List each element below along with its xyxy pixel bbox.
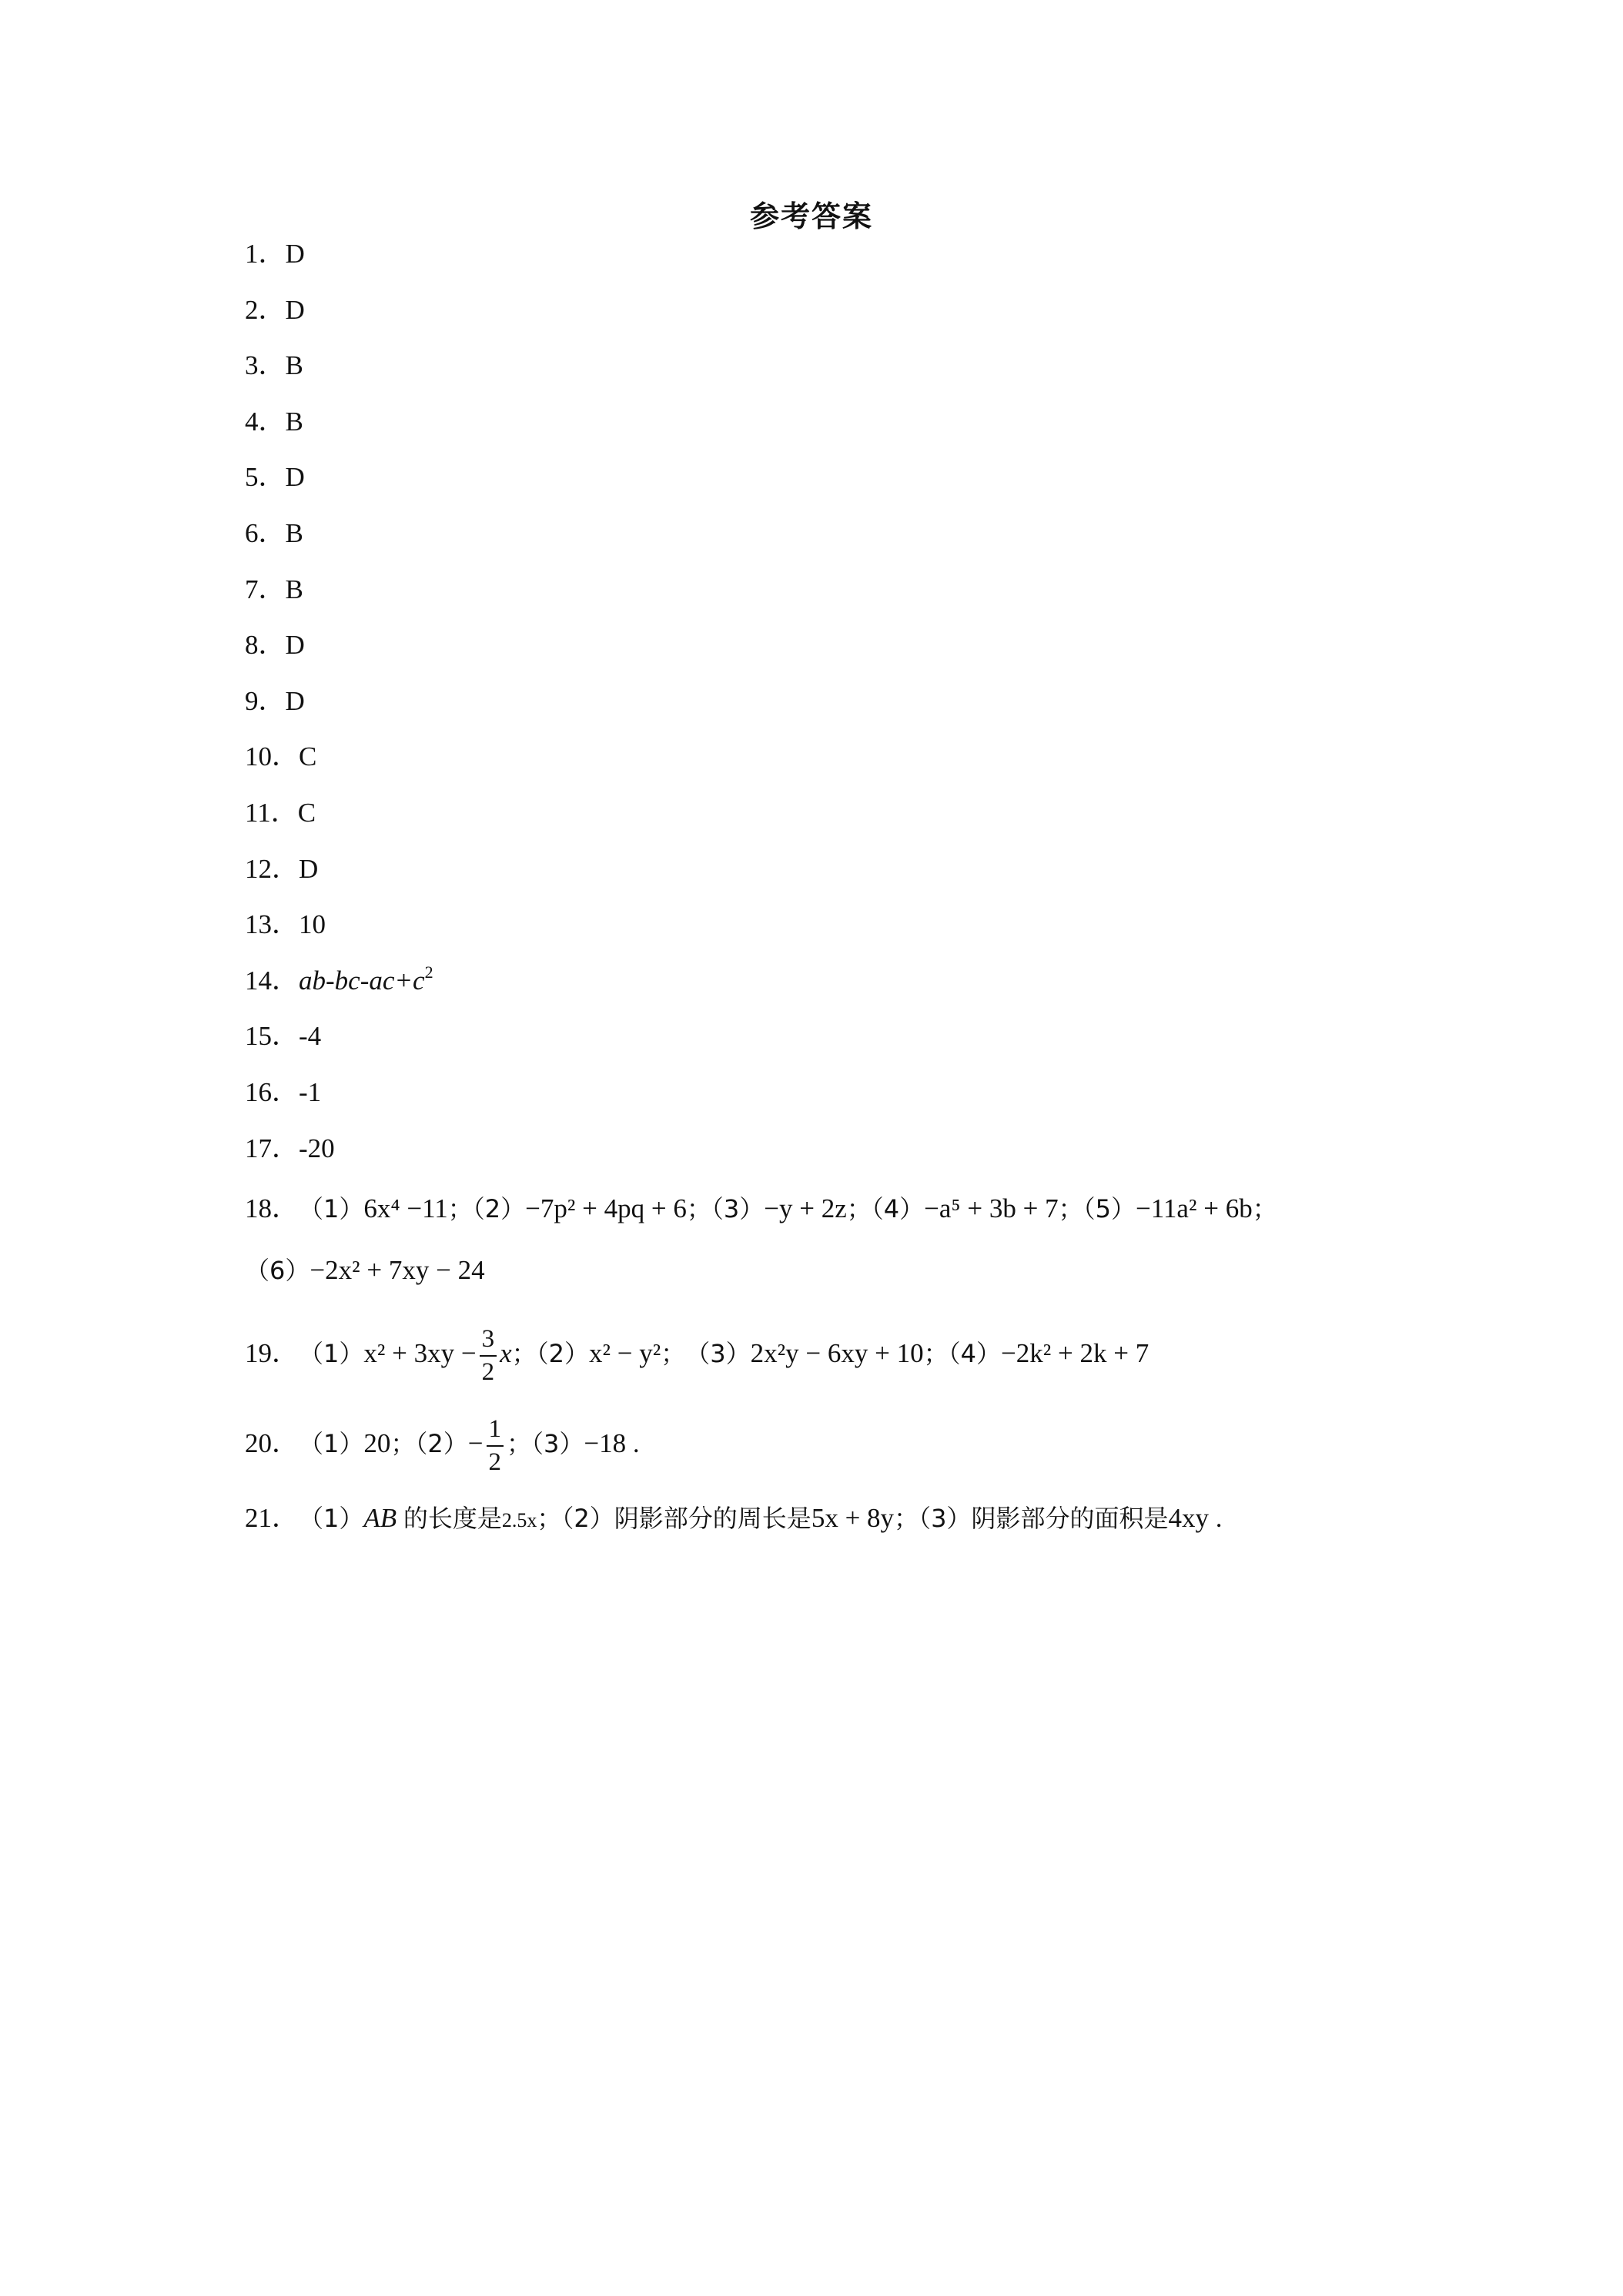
answer-1	[245, 237, 305, 271]
answer-value: D	[285, 630, 305, 660]
answer-9	[245, 684, 305, 718]
answer-21	[245, 1501, 1222, 1538]
answer-15	[245, 1019, 321, 1053]
fraction-denominator: 2	[481, 1357, 495, 1386]
part-label: ；（2）	[447, 1194, 526, 1223]
answer-20	[245, 1413, 640, 1475]
answer-number: 8．	[245, 630, 286, 660]
math-expression: −18 .	[584, 1428, 640, 1458]
answer-number: 21．	[245, 1503, 300, 1533]
page-title: 参考答案	[749, 199, 873, 233]
part-label: ；（4）	[923, 1339, 1002, 1368]
part-label: ；（2）	[537, 1504, 614, 1533]
answer-number: 16．	[245, 1077, 300, 1107]
answer-number: 10．	[245, 741, 300, 771]
answer-value: B	[285, 407, 303, 437]
answer-number: 20．	[245, 1428, 300, 1458]
answer-number: 18．	[245, 1193, 300, 1223]
answer-value: B	[285, 350, 303, 380]
answer-value: C	[299, 741, 317, 771]
part-label: （6）	[245, 1256, 310, 1285]
math-expression: 20	[363, 1428, 391, 1458]
math-expression: −y + 2z	[764, 1193, 847, 1223]
fraction	[480, 1324, 497, 1386]
answer-value: 10	[299, 909, 326, 939]
math-expression: 6x⁴ −11	[363, 1193, 448, 1223]
answer-3	[245, 349, 303, 383]
part-label: ；（3）	[507, 1429, 584, 1458]
answer-value: B	[285, 518, 303, 548]
math-expression: 2.5x	[501, 1509, 537, 1531]
answer-7	[245, 573, 303, 607]
math-expression: −2x² + 7xy − 24	[310, 1255, 485, 1285]
answer-number: 3．	[245, 350, 286, 380]
answer-10	[245, 740, 316, 774]
answer-number: 14．	[245, 966, 300, 996]
answer-number: 4．	[245, 407, 286, 437]
answer-value: D	[285, 462, 305, 492]
math-expression: 4xy .	[1168, 1503, 1223, 1533]
answer-18	[245, 1192, 1277, 1226]
answer-text: 的长度是	[403, 1504, 502, 1533]
answer-value: B	[285, 574, 303, 604]
part-label: ；（2）	[511, 1339, 590, 1368]
answer-12	[245, 852, 318, 886]
math-expression: x² − y²	[589, 1338, 661, 1368]
answer-value: D	[285, 686, 305, 716]
answer-number: 6．	[245, 518, 286, 548]
answer-18-continued	[245, 1253, 485, 1287]
answer-value: D	[299, 854, 319, 884]
answer-value: D	[285, 239, 305, 269]
part-label: （1）	[299, 1339, 364, 1368]
fraction-denominator: 2	[488, 1448, 502, 1476]
answer-11	[245, 796, 316, 830]
answer-value: -4	[299, 1021, 322, 1051]
fraction-numerator: 3	[480, 1327, 497, 1357]
math-expression: AB	[363, 1503, 397, 1533]
math-expression: x² + 3xy −	[363, 1338, 477, 1368]
part-label: ； （3）	[661, 1339, 751, 1368]
math-expression: −11a² + 6b	[1135, 1193, 1253, 1223]
answer-value: D	[285, 295, 305, 325]
answer-text: 阴影部分的面积是	[971, 1504, 1169, 1533]
fraction	[487, 1414, 504, 1476]
answer-number: 15．	[245, 1021, 300, 1051]
answer-5	[245, 460, 305, 494]
answer-8	[245, 628, 305, 662]
part-label: ；（3）	[894, 1504, 972, 1533]
answer-4	[245, 405, 303, 439]
answer-13	[245, 908, 326, 942]
answer-6	[245, 517, 303, 551]
answer-value: ab-bc-ac+c	[299, 966, 425, 996]
answer-number: 1．	[245, 239, 286, 269]
answer-number: 13．	[245, 909, 300, 939]
answer-19	[245, 1323, 1149, 1385]
math-expression: −	[467, 1428, 484, 1458]
fraction-numerator: 1	[487, 1417, 504, 1447]
answer-17	[245, 1132, 335, 1166]
part-label: ；（5）	[1058, 1194, 1136, 1223]
exponent: 2	[424, 962, 433, 982]
answer-number: 19．	[245, 1338, 300, 1368]
math-expression: 5x + 8y	[811, 1503, 895, 1533]
answer-number: 12．	[245, 854, 300, 884]
answer-number: 5．	[245, 462, 286, 492]
answer-number: 9．	[245, 686, 286, 716]
answer-number: 17．	[245, 1133, 300, 1163]
part-label: （1）	[299, 1429, 364, 1458]
answer-16	[245, 1076, 321, 1110]
math-expression: −2k² + 2k + 7	[1001, 1338, 1149, 1368]
math-expression: x	[500, 1338, 512, 1368]
part-label: ；（2）	[390, 1429, 468, 1458]
answer-number: 11．	[245, 798, 298, 828]
part-label: ；（4）	[846, 1194, 925, 1223]
answer-value: -1	[299, 1077, 322, 1107]
answer-2	[245, 293, 305, 327]
punctuation: ；	[1252, 1194, 1277, 1223]
answer-value: -20	[299, 1133, 335, 1163]
part-label: （1）	[299, 1504, 364, 1533]
math-expression: −7p² + 4pq + 6	[525, 1193, 687, 1223]
answer-number: 2．	[245, 295, 286, 325]
math-expression: 2x²y − 6xy + 10	[750, 1338, 924, 1368]
part-label: （1）	[299, 1194, 364, 1223]
answer-number: 7．	[245, 574, 286, 604]
part-label: ；（3）	[686, 1194, 765, 1223]
answer-14	[245, 964, 433, 998]
answer-text: 阴影部分的周长是	[614, 1504, 812, 1533]
math-expression: −a⁵ + 3b + 7	[924, 1193, 1059, 1223]
answer-value: C	[297, 798, 316, 828]
